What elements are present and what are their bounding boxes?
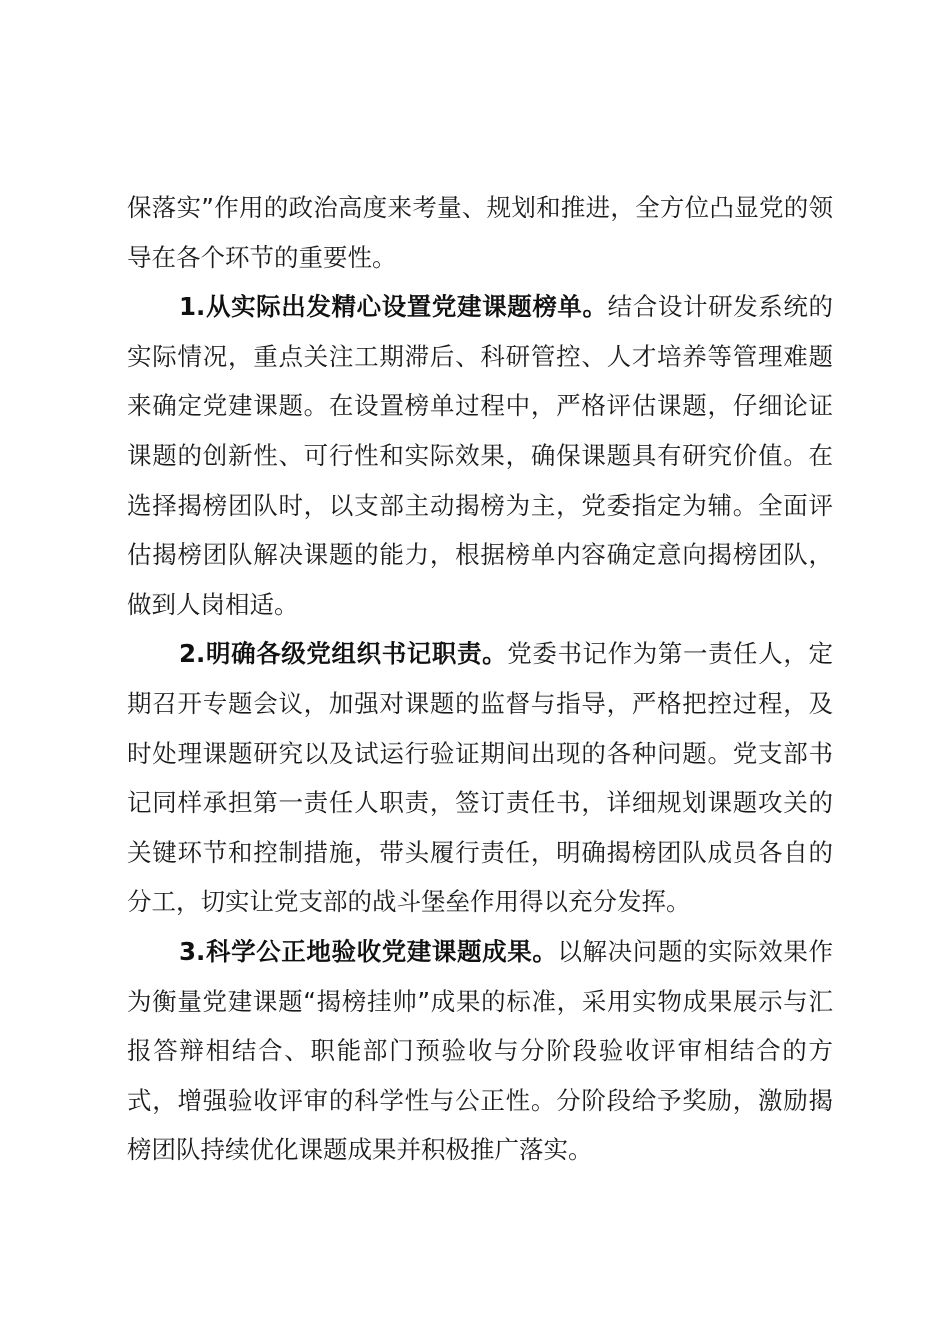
paragraph-heading: 3.科学公正地验收党建课题成果。: [179, 936, 558, 966]
paragraph-body: 结合设计研发系统的实际情况，重点关注工期滞后、科研管控、人才培养等管理难题来确定党建课题。在设置榜单过程中，严格评估课题，仔细论证课题的创新性、可行性和实际效果，确保课题具有研究价值。在选择揭榜团队时，以支部主动揭榜为主，党委指定为辅。全面评估揭榜团队解决课题的能力，根据榜单内容确定意向揭榜团队，做到人岗相适。: [127, 292, 834, 619]
paragraph-2: [127, 629, 833, 927]
body-text: [127, 183, 833, 1175]
paragraph-continuation: [127, 183, 833, 282]
paragraph-heading: 1.从实际出发精心设置党建课题榜单。: [179, 292, 608, 322]
paragraph-body: 保落实”作用的政治高度来考量、规划和推进，全方位凸显党的领导在各个环节的重要性。: [127, 193, 833, 272]
paragraph-body: 以解决问题的实际效果作为衡量党建课题“揭榜挂帅”成果的标准，采用实物成果展示与汇报答辩相结合、职能部门预验收与分阶段验收评审相结合的方式，增强验收评审的科学性与公正性。分阶段给予奖励，激励揭榜团队持续优化课题成果并积极推广落实。: [127, 936, 833, 1165]
paragraph-1: [127, 282, 833, 629]
paragraph-3: [127, 927, 833, 1175]
paragraph-body: 党委书记作为第一责任人，定期召开专题会议，加强对课题的监督与指导，严格把控过程，及时处理课题研究以及试运行验证期间出现的各种问题。党支部书记同样承担第一责任人职责，签订责任书，详细规划课题攻关的关键环节和控制措施，带头履行责任，明确揭榜团队成员各自的分工，切实让党支部的战斗堡垒作用得以充分发挥。: [127, 639, 834, 917]
paragraph-heading: 2.明确各级党组织书记职责。: [179, 639, 508, 669]
